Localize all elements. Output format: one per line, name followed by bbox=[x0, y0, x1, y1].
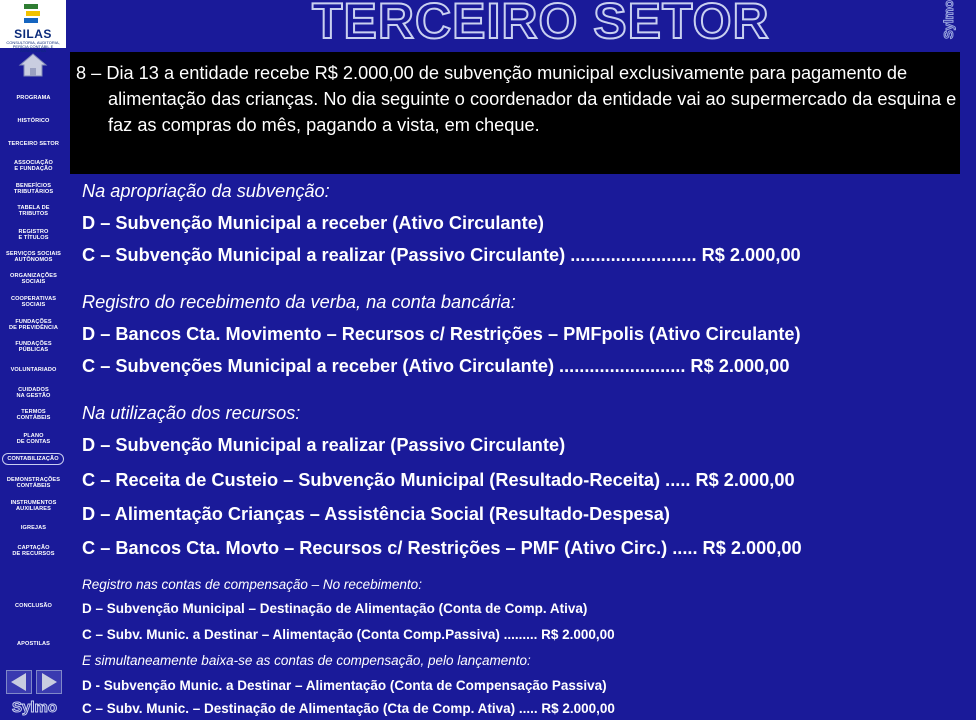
brand-watermark-bottom: Sylmo bbox=[12, 699, 58, 716]
brand-watermark-top: Sylmo bbox=[941, 0, 956, 40]
section-heading-compensacao: Registro nas contas de compensação – No recebimento: bbox=[82, 577, 422, 592]
entry-line: D – Bancos Cta. Movimento – Recursos c/ Restrições – PMFpolis (Ativo Circulante) bbox=[82, 324, 801, 344]
logo-name: SILAS bbox=[14, 27, 52, 41]
sidebar-item-servicos-sociais-autonomos[interactable]: SERVIÇOS SOCIAIS AUTÔNOMOS bbox=[6, 251, 61, 264]
sidebar-item-apostilas[interactable]: APOSTILAS bbox=[17, 641, 50, 647]
section-heading-recebimento: Registro do recebimento da verba, na conta bancária: bbox=[82, 292, 516, 312]
sidebar-item-terceiro-setor[interactable]: TERCEIRO SETOR bbox=[7, 141, 60, 147]
entry-line: C – Subvenção Municipal a realizar (Passivo Circulante) ......................... R$ 2.000,00 bbox=[82, 245, 801, 265]
entry-line: D – Subvenção Municipal a realizar (Passivo Circulante) bbox=[82, 435, 566, 455]
sidebar-item-demonstracoes-contabeis[interactable]: DEMONSTRAÇÕES CONTÁBEIS bbox=[6, 477, 61, 490]
sidebar-item-termos-contabeis[interactable]: TERMOS CONTÁBEIS bbox=[16, 409, 51, 422]
sidebar-item-historico[interactable]: HISTÓRICO bbox=[17, 118, 50, 124]
home-icon bbox=[18, 52, 48, 78]
sidebar-item-contabilizacao[interactable]: CONTABILIZAÇÃO bbox=[2, 453, 64, 465]
question-text: 8 – Dia 13 a entidade recebe R$ 2.000,00 de subvenção municipal exclusivamente para pagamento de alimentação das crianças. No dia seguinte o coordenador da entidade vai ao supermercado da esquina e faz as compras do mês, pagando a vista, em cheque. bbox=[76, 63, 957, 135]
sidebar-item-voluntariado[interactable]: VOLUNTARIADO bbox=[10, 367, 57, 373]
right-arrow-icon bbox=[36, 670, 62, 694]
sidebar-item-captacao-de-recursos[interactable]: CAPTAÇÃO DE RECURSOS bbox=[12, 545, 55, 558]
entry-line: C – Subv. Munic. – Destinação de Alimentação (Cta de Comp. Ativa) ..... R$ 2.000,00 bbox=[82, 701, 615, 716]
logo-subtitle: CONSULTORIA, AUDITORIA, PERÍCIA CONTÁBIL E ASSESSORIA bbox=[6, 40, 60, 53]
sidebar-item-cuidados-na-gestao[interactable]: CUIDADOS NA GESTÃO bbox=[16, 387, 51, 400]
sidebar-item-instrumentos-auxiliares[interactable]: INSTRUMENTOS AUXILIARES bbox=[10, 500, 57, 513]
previous-button[interactable] bbox=[6, 670, 32, 694]
entry-line: D – Subvenção Municipal a receber (Ativo Circulante) bbox=[82, 213, 544, 233]
entry-line: C – Subvenções Municipal a receber (Ativo Circulante) ......................... R$ 2.000,00 bbox=[82, 356, 790, 376]
sidebar-item-tabela-de-tributos[interactable]: TABELA DE TRIBUTOS bbox=[17, 205, 50, 218]
entry-line: D - Subvenção Munic. a Destinar – Alimentação (Conta de Compensação Passiva) bbox=[82, 678, 607, 693]
entry-line: C – Receita de Custeio – Subvenção Municipal (Resultado-Receita) ..... R$ 2.000,00 bbox=[82, 470, 795, 490]
entry-line: C – Bancos Cta. Movto – Recursos c/ Restrições – PMF (Ativo Circ.) ..... R$ 2.000,00 bbox=[82, 538, 802, 558]
section-heading-utilizacao: Na utilização dos recursos: bbox=[82, 403, 301, 423]
sidebar-item-organizacoes-sociais[interactable]: ORGANIZAÇÕES SOCIAIS bbox=[10, 273, 57, 286]
sidebar-item-associacao-e-fundacao[interactable]: ASSOCIAÇÃO E FUNDAÇÃO bbox=[14, 160, 53, 173]
sidebar-item-programa[interactable]: PROGRAMA bbox=[16, 95, 51, 101]
entry-line: D – Alimentação Crianças – Assistência Social (Resultado-Despesa) bbox=[82, 504, 670, 524]
logo-mark-icon bbox=[22, 3, 42, 25]
sidebar-item-registro-e-titulos[interactable]: REGISTRO E TÍTULOS bbox=[18, 229, 49, 242]
entry-line: C – Subv. Munic. a Destinar – Alimentação (Conta Comp.Passiva) ......... R$ 2.000,00 bbox=[82, 627, 615, 642]
entry-line: D – Subvenção Municipal – Destinação de Alimentação (Conta de Comp. Ativa) bbox=[82, 601, 588, 616]
section-heading-baixa: E simultaneamente baixa-se as contas de compensação, pelo lançamento: bbox=[82, 653, 531, 668]
sidebar-item-plano-de-contas[interactable]: PLANO DE CONTAS bbox=[16, 433, 51, 446]
home-button[interactable] bbox=[18, 52, 48, 78]
sidebar-item-conclusao[interactable]: CONCLUSÃO bbox=[15, 603, 52, 609]
next-button[interactable] bbox=[36, 670, 62, 694]
page-title: TERCEIRO SETOR bbox=[312, 0, 770, 49]
silas-logo bbox=[0, 0, 66, 53]
left-arrow-icon bbox=[6, 670, 32, 694]
sidebar-item-igrejas[interactable]: IGREJAS bbox=[20, 525, 47, 531]
question-box bbox=[70, 52, 960, 174]
sidebar-item-beneficios-tributarios[interactable]: BENEFÍCIOS TRIBUTÁRIOS bbox=[13, 183, 54, 196]
section-heading-apropriacao: Na apropriação da subvenção: bbox=[82, 181, 330, 201]
sidebar-item-fundacoes-de-previdencia[interactable]: FUNDAÇÕES DE PREVIDÊNCIA bbox=[9, 319, 58, 332]
sidebar-item-cooperativas-sociais[interactable]: COOPERATIVAS SOCIAIS bbox=[10, 296, 57, 309]
sidebar-item-fundacoes-publicas[interactable]: FUNDAÇÕES PÚBLICAS bbox=[15, 341, 52, 354]
sidebar-nav bbox=[0, 84, 67, 647]
